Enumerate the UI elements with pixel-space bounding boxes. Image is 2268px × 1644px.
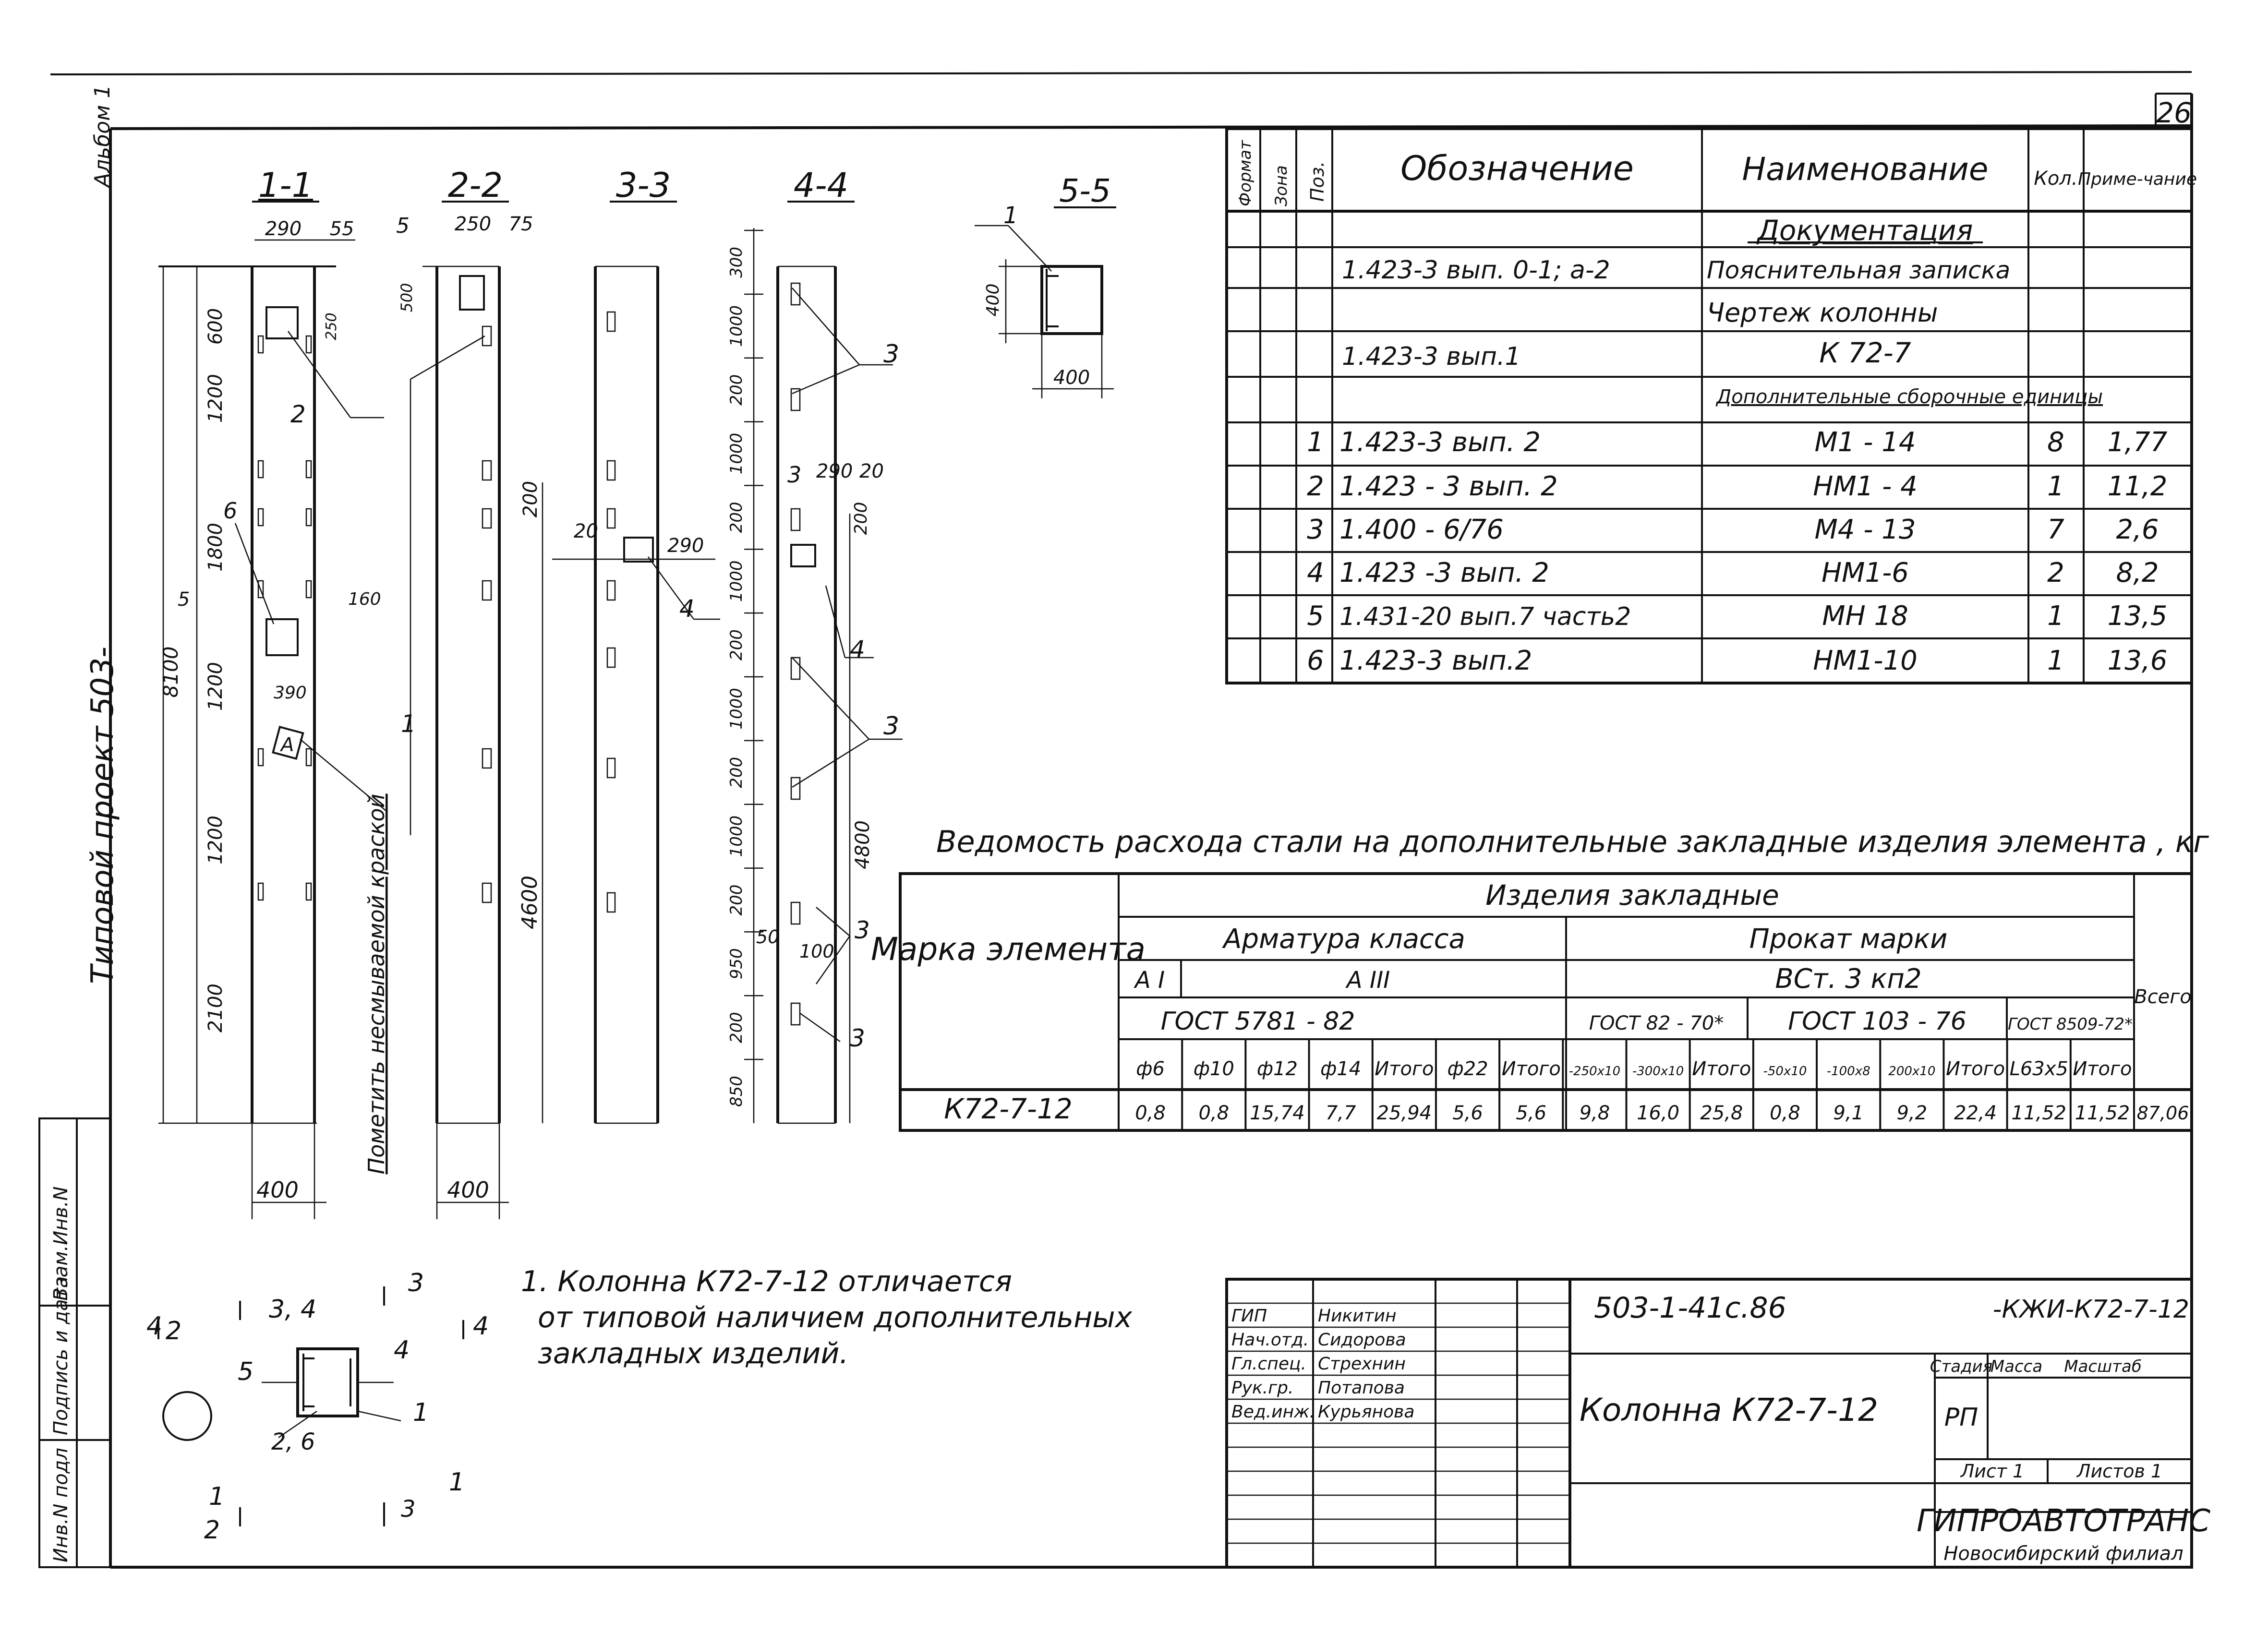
section-4-4 — [727, 228, 903, 1123]
section-mark-5: 5 — [178, 588, 190, 611]
section-3-3 — [518, 266, 720, 1123]
callout-1: 1 — [401, 710, 416, 738]
dim-55: 55 — [329, 218, 354, 240]
embedded-item-mark — [258, 336, 263, 353]
plan-label-1-left: 1 — [209, 1482, 225, 1511]
dim-1800: 1800 — [205, 523, 227, 572]
hdr-designation: Обозначение — [1400, 149, 1634, 188]
steel-total-header: Всего — [2134, 986, 2192, 1008]
callout-A: А — [281, 734, 294, 756]
hdr-qty: Кол. — [2034, 168, 2078, 190]
tb-role: Вед.инж. — [1231, 1402, 1315, 1422]
tb-role: Рук.гр. — [1231, 1378, 1294, 1398]
callout-3a: 3 — [883, 340, 900, 369]
steel-table-title: Ведомость расхода стали на дополнительные закладные изделия элемента , кг — [936, 824, 2209, 859]
dim-400-v: 400 — [983, 283, 1003, 317]
plan-label-4-right: 4 — [473, 1312, 489, 1341]
spec-note: 13,5 — [2107, 600, 2168, 632]
steel-col-header: L63х5 — [2009, 1058, 2068, 1080]
section-label-2-2: 2-2 — [447, 166, 503, 205]
plan-label-34: 3, 4 — [269, 1295, 317, 1324]
title-block — [1227, 1279, 2210, 1567]
embedded-item-mark — [258, 509, 263, 526]
steel-col-value: 25,8 — [1700, 1102, 1743, 1124]
dim-290: 290 — [265, 218, 302, 240]
steel-col-value: 5,6 — [1516, 1102, 1547, 1124]
dim-75: 75 — [508, 213, 533, 235]
spec-note: 8,2 — [2116, 557, 2159, 588]
dim-5: 5 — [396, 214, 410, 238]
embedded-item-mark — [306, 336, 311, 353]
callout-6: 6 — [223, 498, 238, 524]
doc-row-3-designation: 1.423-3 вып.1 — [1342, 342, 1521, 371]
dim-400-h: 400 — [1053, 367, 1090, 389]
spec-row-4 — [1307, 557, 2159, 588]
callout-2: 2 — [290, 400, 306, 428]
steel-col-header: Итого — [1375, 1058, 1434, 1080]
callout-4-44: 4 — [850, 636, 865, 663]
steel-rolled-header: Прокат марки — [1749, 924, 1948, 955]
dim-4800: 4800 — [852, 820, 874, 869]
spec-designation: 1.431-20 вып.7 часть2 — [1339, 602, 1631, 631]
section-label-5-5: 5-5 — [1059, 172, 1111, 209]
dim-200: 200 — [519, 480, 542, 518]
embedded-item-mark — [258, 883, 263, 900]
plan-label-26: 2, 6 — [271, 1428, 315, 1455]
steel-col-header: Итого — [1945, 1058, 2005, 1080]
steel-class-ai: А I — [1134, 967, 1165, 994]
dim-390: 390 — [274, 683, 307, 703]
doc-code: 503-1-41с.86 — [1594, 1291, 1786, 1325]
embedded-item-mark — [483, 749, 491, 768]
section-2-2 — [363, 213, 533, 1219]
tb-role: ГИП — [1231, 1306, 1267, 1326]
spec-pos: 3 — [1307, 514, 1324, 545]
steel-col-header: ф6 — [1136, 1058, 1165, 1080]
steel-col-value: 0,8 — [1198, 1102, 1230, 1124]
callout-4: 4 — [679, 595, 695, 623]
spec-qty: 7 — [2047, 514, 2064, 545]
dim-44: 300 — [727, 246, 746, 278]
dim-44: 1000 — [727, 432, 746, 475]
dim-44: 950 — [727, 948, 746, 980]
steel-col-value: 25,94 — [1376, 1102, 1432, 1124]
embedded-item-mark — [607, 893, 615, 912]
steel-gost-8509: ГОСТ 8509-72* — [2007, 1015, 2133, 1034]
spec-row-5 — [1307, 600, 2167, 632]
scale-header: Масштаб — [2064, 1357, 2142, 1376]
stamp-inv-no: Инв.N подл — [50, 1448, 72, 1562]
hdr-note: Приме-чание — [2077, 169, 2197, 189]
plan-label-5: 5 — [238, 1357, 254, 1386]
embedded-item-mark — [607, 509, 615, 528]
embedded-item-mark — [607, 461, 615, 480]
tb-name: Никитин — [1318, 1306, 1397, 1326]
org-name: ГИПРОАВТОТРАНС — [1916, 1503, 2211, 1539]
doc-row-3-name: К 72-7 — [1819, 336, 1911, 369]
hdr-format: Формат — [1236, 140, 1255, 206]
org-branch: Новосибирский филиал — [1943, 1543, 2184, 1565]
embedded-item-mark — [258, 461, 263, 478]
embedded-item-mark — [483, 581, 491, 600]
steel-col-header: -250х10 — [1568, 1064, 1621, 1079]
section-1-1 — [158, 218, 386, 1219]
embedded-item-mark — [791, 902, 800, 924]
embedded-item-mark — [306, 509, 311, 526]
tb-name: Потапова — [1318, 1378, 1405, 1398]
album-label: Альбом 1 — [90, 84, 115, 187]
section-5-5 — [975, 202, 1114, 398]
embedded-item-mark — [483, 461, 491, 480]
sheet-number: 26 — [2156, 96, 2192, 129]
specification-table — [1227, 129, 2197, 683]
stage-value: РП — [1944, 1403, 1978, 1432]
steel-gost-103: ГОСТ 103 - 76 — [1788, 1007, 1966, 1036]
steel-consumption-table — [871, 874, 2192, 1130]
steel-columns — [1135, 1039, 2132, 1130]
left-margin — [39, 85, 121, 1567]
spec-designation: 1.423 -3 вып. 2 — [1339, 557, 1549, 588]
spec-note: 11,2 — [2107, 471, 2168, 502]
spec-name: НМ1-6 — [1822, 557, 1909, 588]
spec-name: НМ1-10 — [1813, 645, 1918, 676]
spec-name: НМ1 - 4 — [1813, 471, 1918, 502]
steel-col-value: 9,8 — [1579, 1102, 1610, 1124]
hdr-name: Наименование — [1742, 151, 1989, 188]
spec-designation: 1.423-3 вып.2 — [1339, 645, 1532, 676]
steel-col-value: 5,6 — [1452, 1102, 1483, 1124]
tb-role: Гл.спец. — [1231, 1354, 1306, 1374]
dim-44: 200 — [727, 502, 746, 533]
sheets-label: Листов 1 — [2076, 1461, 2163, 1482]
spec-pos: 2 — [1307, 471, 1324, 502]
steel-col-header: ф12 — [1256, 1058, 1298, 1080]
dim-250: 250 — [454, 213, 492, 235]
steel-col-header: Итого — [1501, 1058, 1561, 1080]
tb-name: Курьянова — [1318, 1402, 1415, 1422]
spec-row-2 — [1307, 471, 2167, 502]
steel-col-value: 9,1 — [1833, 1102, 1864, 1124]
steel-col-value: 0,8 — [1770, 1102, 1800, 1124]
steel-col-header: Итого — [1692, 1058, 1751, 1080]
callout-3d: 3 — [855, 916, 870, 944]
spec-qty: 1 — [2047, 645, 2064, 676]
plan-label-4-mid: 4 — [394, 1336, 410, 1365]
drawing-title: Колонна К72-7-12 — [1580, 1392, 1878, 1428]
mass-header: Масса — [1990, 1357, 2043, 1376]
dim-width-400: 400 — [447, 1177, 489, 1203]
stamp-replace-inv: Взам.Инв.N — [50, 1186, 72, 1301]
steel-col-header: ф10 — [1193, 1058, 1234, 1080]
spec-note: 2,6 — [2116, 514, 2159, 545]
steel-mark: К72-7-12 — [944, 1092, 1073, 1125]
steel-col-header: ф14 — [1320, 1058, 1362, 1080]
embedded-item-mark — [791, 1003, 800, 1025]
steel-col-value: 9,2 — [1896, 1102, 1928, 1124]
paint-note: Пометить несмываемой краской — [363, 793, 389, 1175]
dim-500: 500 — [398, 283, 416, 312]
dim-600: 600 — [205, 308, 227, 345]
spec-pos: 1 — [1307, 427, 1324, 458]
section-label-4-4: 4-4 — [793, 166, 849, 205]
steel-grade: ВСт. 3 кп2 — [1775, 963, 1922, 995]
steel-gost-arm: ГОСТ 5781 - 82 — [1160, 1007, 1355, 1036]
steel-col-header: -100х8 — [1826, 1064, 1870, 1079]
hdr-pos: Поз. — [1307, 161, 1328, 202]
spec-pos: 5 — [1307, 600, 1324, 632]
embedded-item-mark — [791, 283, 800, 305]
project-title: Типовой проект 503- — [85, 646, 121, 984]
callout-3e: 3 — [850, 1024, 865, 1052]
spec-name: М1 - 14 — [1814, 427, 1916, 458]
callout-3b: 3 — [787, 462, 802, 488]
spec-qty: 8 — [2047, 427, 2064, 458]
dim-2100: 2100 — [205, 984, 227, 1032]
plan-label-2a: 2 — [166, 1317, 182, 1345]
dim-44: 200 — [727, 1012, 746, 1044]
spec-designation: 1.423-3 вып. 2 — [1339, 427, 1541, 458]
dim-width-400: 400 — [256, 1177, 299, 1203]
dim-290-44: 290 — [816, 460, 853, 482]
plan-label-1-right: 1 — [449, 1468, 465, 1497]
tb-name: Стрехнин — [1318, 1354, 1406, 1374]
spec-qty: 1 — [2047, 471, 2064, 502]
steel-armature-header: Арматура класса — [1223, 924, 1465, 955]
steel-col-header: -50х10 — [1763, 1064, 1807, 1079]
dim-44: 850 — [727, 1076, 746, 1107]
spec-name: М4 - 13 — [1814, 514, 1916, 545]
spec-designation: 1.423 - 3 вып. 2 — [1339, 471, 1558, 502]
plan-label-3b: 3 — [401, 1496, 416, 1523]
stamp-signature-date: Подпись и дата — [50, 1276, 72, 1435]
dim-4600: 4600 — [518, 876, 542, 929]
doc-row-4-name: Дополнительные сборочные единицы — [1716, 386, 2103, 408]
steel-col-value: 15,74 — [1250, 1102, 1305, 1124]
dim-250-350: 250 — [323, 312, 340, 340]
steel-col-value: 7,7 — [1325, 1102, 1356, 1124]
plan-label-3: 3 — [408, 1269, 424, 1297]
spec-note: 13,6 — [2107, 645, 2168, 676]
dim-20-44: 20 — [859, 460, 884, 482]
dim-50: 50 — [756, 926, 780, 948]
embedded-item-mark — [791, 509, 800, 530]
spec-note: 1,77 — [2107, 427, 2168, 458]
dim-100: 100 — [799, 941, 834, 962]
tb-name: Сидорова — [1318, 1330, 1406, 1350]
plan-label-2b: 2 — [204, 1516, 220, 1545]
embedded-item-mark — [258, 749, 263, 766]
embedded-item-mark — [306, 581, 311, 598]
dim-1200c: 1200 — [205, 816, 227, 864]
drawing-code: -КЖИ-К72-7-12 — [1992, 1295, 2189, 1324]
steel-col-header: 200х10 — [1888, 1064, 1936, 1079]
embedded-item-mark — [483, 883, 491, 902]
callout-1-55: 1 — [1003, 202, 1018, 229]
spec-row-1 — [1307, 427, 2168, 458]
dim-44: 1000 — [727, 688, 746, 730]
spec-designation: 1.400 - 6/76 — [1339, 514, 1504, 545]
dim-44: 1000 — [727, 560, 746, 602]
section-labels — [252, 166, 1116, 209]
stage-header: Стадия — [1930, 1357, 1993, 1376]
spec-qty: 1 — [2047, 600, 2064, 632]
dim-44: 200 — [727, 756, 746, 788]
column-circle — [163, 1392, 211, 1440]
doc-row-2-name: Чертеж колонны — [1707, 298, 1938, 328]
steel-col-value: 11,52 — [2075, 1102, 2130, 1124]
plan-label-1: 1 — [413, 1398, 429, 1427]
dim-290: 290 — [667, 535, 704, 557]
tb-role: Нач.отд. — [1231, 1330, 1309, 1350]
dim-44: 200 — [727, 629, 746, 661]
spec-pos: 6 — [1307, 645, 1324, 676]
sheet-label: Лист 1 — [1960, 1461, 2025, 1482]
steel-mark-header: Марка элемента — [870, 931, 1146, 968]
steel-col-header: Итого — [2073, 1058, 2132, 1080]
steel-col-value: 11,52 — [2011, 1102, 2066, 1124]
steel-col-header: -300х10 — [1632, 1064, 1684, 1079]
callout-3c: 3 — [883, 712, 900, 741]
steel-col-value: 0,8 — [1135, 1102, 1166, 1124]
note-text: 1. Колонна К72-7-12 отличается от типовой наличием дополнительных закладных изделий. — [521, 1265, 1133, 1370]
dim-44: 1000 — [727, 305, 746, 347]
spec-row-6 — [1307, 645, 2167, 676]
embedded-item-mark — [607, 758, 615, 778]
plan-label-4-left: 4 — [146, 1312, 163, 1341]
embedded-item-mark — [607, 648, 615, 667]
dim-44: 200 — [727, 884, 746, 916]
steel-col-header: ф22 — [1447, 1058, 1488, 1080]
embedded-item-mark — [306, 883, 311, 900]
doc-row-1-designation: 1.423-3 вып. 0-1; а-2 — [1342, 256, 1610, 285]
hdr-zone: Зона — [1272, 165, 1291, 206]
dim-160: 160 — [348, 589, 381, 609]
embedded-item-mark — [607, 581, 615, 600]
notes — [521, 1265, 1141, 1370]
embedded-item-mark — [607, 312, 615, 331]
dim-200-right: 200 — [851, 502, 871, 535]
steel-class-aiii: А III — [1346, 967, 1390, 994]
embedded-item-mark — [306, 749, 311, 766]
steel-total: 87,06 — [2136, 1103, 2189, 1124]
spec-pos: 4 — [1307, 557, 1324, 588]
doc-row-1-name: Пояснительная записка — [1707, 256, 2011, 284]
dim-44: 1000 — [727, 815, 746, 857]
steel-col-value: 22,4 — [1954, 1102, 1997, 1124]
embedded-item-mark — [791, 778, 800, 799]
section-label-1-1: 1-1 — [258, 166, 314, 205]
embedded-item-mark — [483, 509, 491, 528]
embedded-item-mark — [306, 461, 311, 478]
section-label-3-3: 3-3 — [615, 166, 671, 205]
steel-group-header: Изделия закладные — [1485, 879, 1779, 912]
spec-name: МН 18 — [1822, 600, 1908, 632]
dim-8100: 8100 — [159, 646, 182, 698]
dim-44: 200 — [727, 374, 746, 406]
dim-1200b: 1200 — [205, 662, 227, 711]
plan-view — [146, 1269, 489, 1545]
spec-row-3 — [1307, 514, 2159, 545]
section-documentation: Документация — [1757, 214, 1973, 247]
steel-col-value: 16,0 — [1637, 1102, 1680, 1124]
spec-qty: 2 — [2047, 557, 2064, 588]
dim-20: 20 — [574, 520, 598, 542]
steel-gost-82: ГОСТ 82 - 70* — [1589, 1012, 1724, 1034]
dim-1200: 1200 — [205, 374, 227, 423]
